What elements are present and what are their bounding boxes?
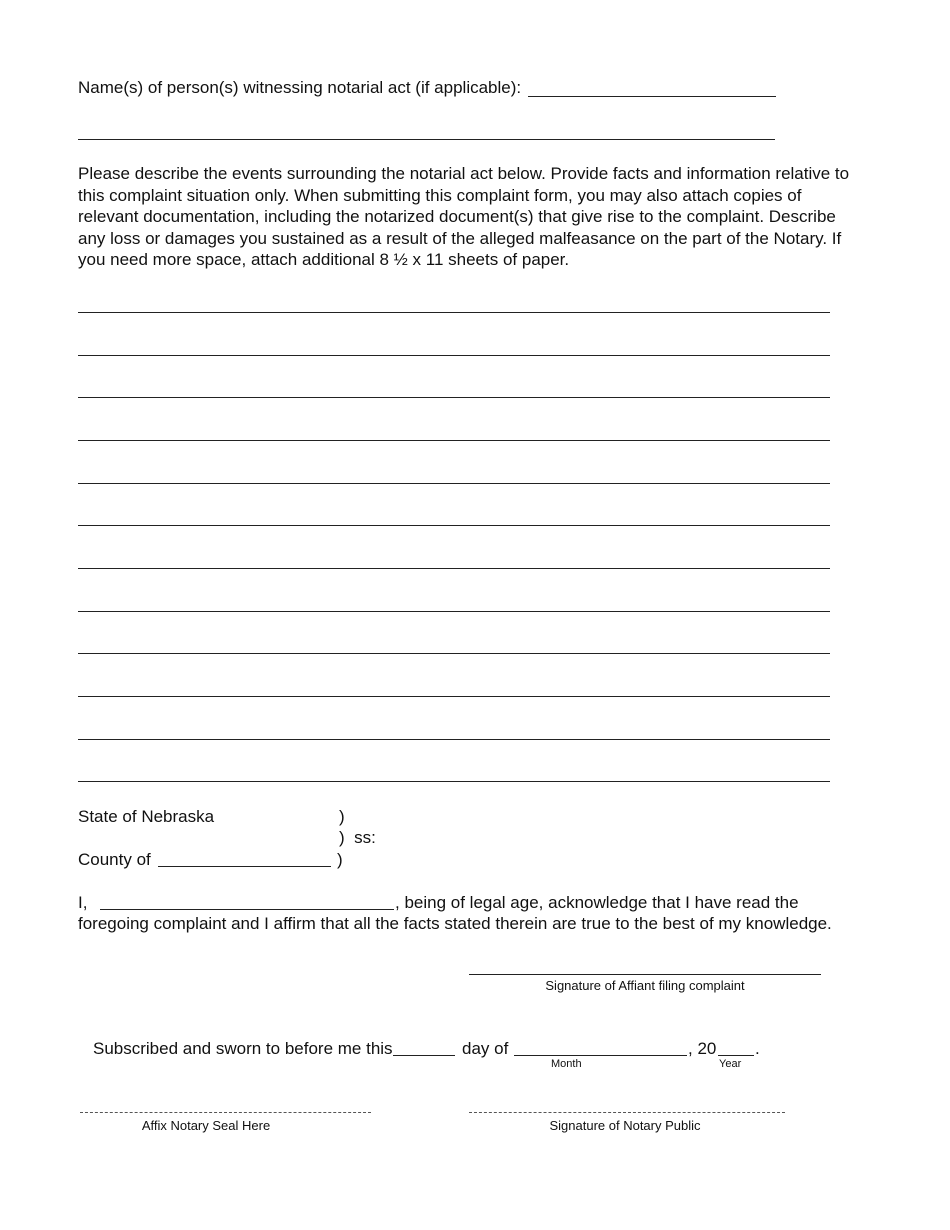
instructions-paragraph: Please describe the events surrounding the notarial act below. Provide facts and information relative to this complaint situation only. When submitting this complaint form, you may also attach copies of relevant documentation, including the notarized document(s) that give rise to the complaint. Describe any loss or damages you sustained as a result of the alleged malfeasance on the part of the Notary. If you need more space, attach additional 8 ½ x 11 sheets of paper. <box>78 164 850 269</box>
county-field[interactable] <box>158 866 331 867</box>
witness-name-field-continued[interactable] <box>78 139 775 140</box>
description-line[interactable] <box>78 739 830 740</box>
affiant-signature-line[interactable] <box>469 974 821 975</box>
description-line[interactable] <box>78 653 830 654</box>
venue-state: State of Nebraska <box>78 807 215 826</box>
affiant-signature-caption: Signature of Affiant filing complaint <box>545 978 745 993</box>
description-line[interactable] <box>78 312 830 313</box>
description-line[interactable] <box>78 696 830 697</box>
description-line[interactable] <box>78 397 830 398</box>
witness-label: Name(s) of person(s) witnessing notarial act (if applicable): <box>78 78 522 97</box>
jurat-month-caption: Month <box>551 1058 582 1070</box>
description-line[interactable] <box>78 781 830 782</box>
description-line[interactable] <box>78 440 830 441</box>
venue-ss: ) ss: <box>339 828 376 847</box>
jurat-text-start: Subscribed and sworn to before me this <box>93 1039 393 1058</box>
description-line[interactable] <box>78 355 830 356</box>
witness-name-field[interactable] <box>528 96 776 97</box>
venue-paren-bottom: ) <box>337 850 343 869</box>
affirmation-line1: , being of legal age, acknowledge that I have read the <box>395 893 799 912</box>
venue-county-label: County of <box>78 850 151 869</box>
venue-paren-top: ) <box>339 807 345 826</box>
affirmation-prefix: I, <box>78 893 88 912</box>
jurat-period: . <box>755 1039 760 1058</box>
description-line[interactable] <box>78 483 830 484</box>
description-line[interactable] <box>78 611 830 612</box>
jurat-day-field[interactable] <box>393 1055 455 1056</box>
jurat-year-caption: Year <box>719 1058 742 1070</box>
jurat-year-prefix: , 20 <box>688 1039 717 1058</box>
affirmation-line2: foregoing complaint and I affirm that all the facts stated therein are true to the best of my knowledge. <box>78 914 832 933</box>
notary-signature-caption: Signature of Notary Public <box>549 1118 701 1133</box>
description-line[interactable] <box>78 525 830 526</box>
affiant-name-field[interactable] <box>100 909 394 910</box>
notary-seal-line[interactable] <box>80 1112 371 1113</box>
notary-seal-caption: Affix Notary Seal Here <box>141 1118 271 1133</box>
jurat-month-field[interactable] <box>514 1055 687 1056</box>
jurat-year-field[interactable] <box>718 1055 754 1056</box>
notary-signature-line[interactable] <box>469 1112 785 1113</box>
description-line[interactable] <box>78 568 830 569</box>
jurat-day-of: day of <box>462 1039 509 1058</box>
